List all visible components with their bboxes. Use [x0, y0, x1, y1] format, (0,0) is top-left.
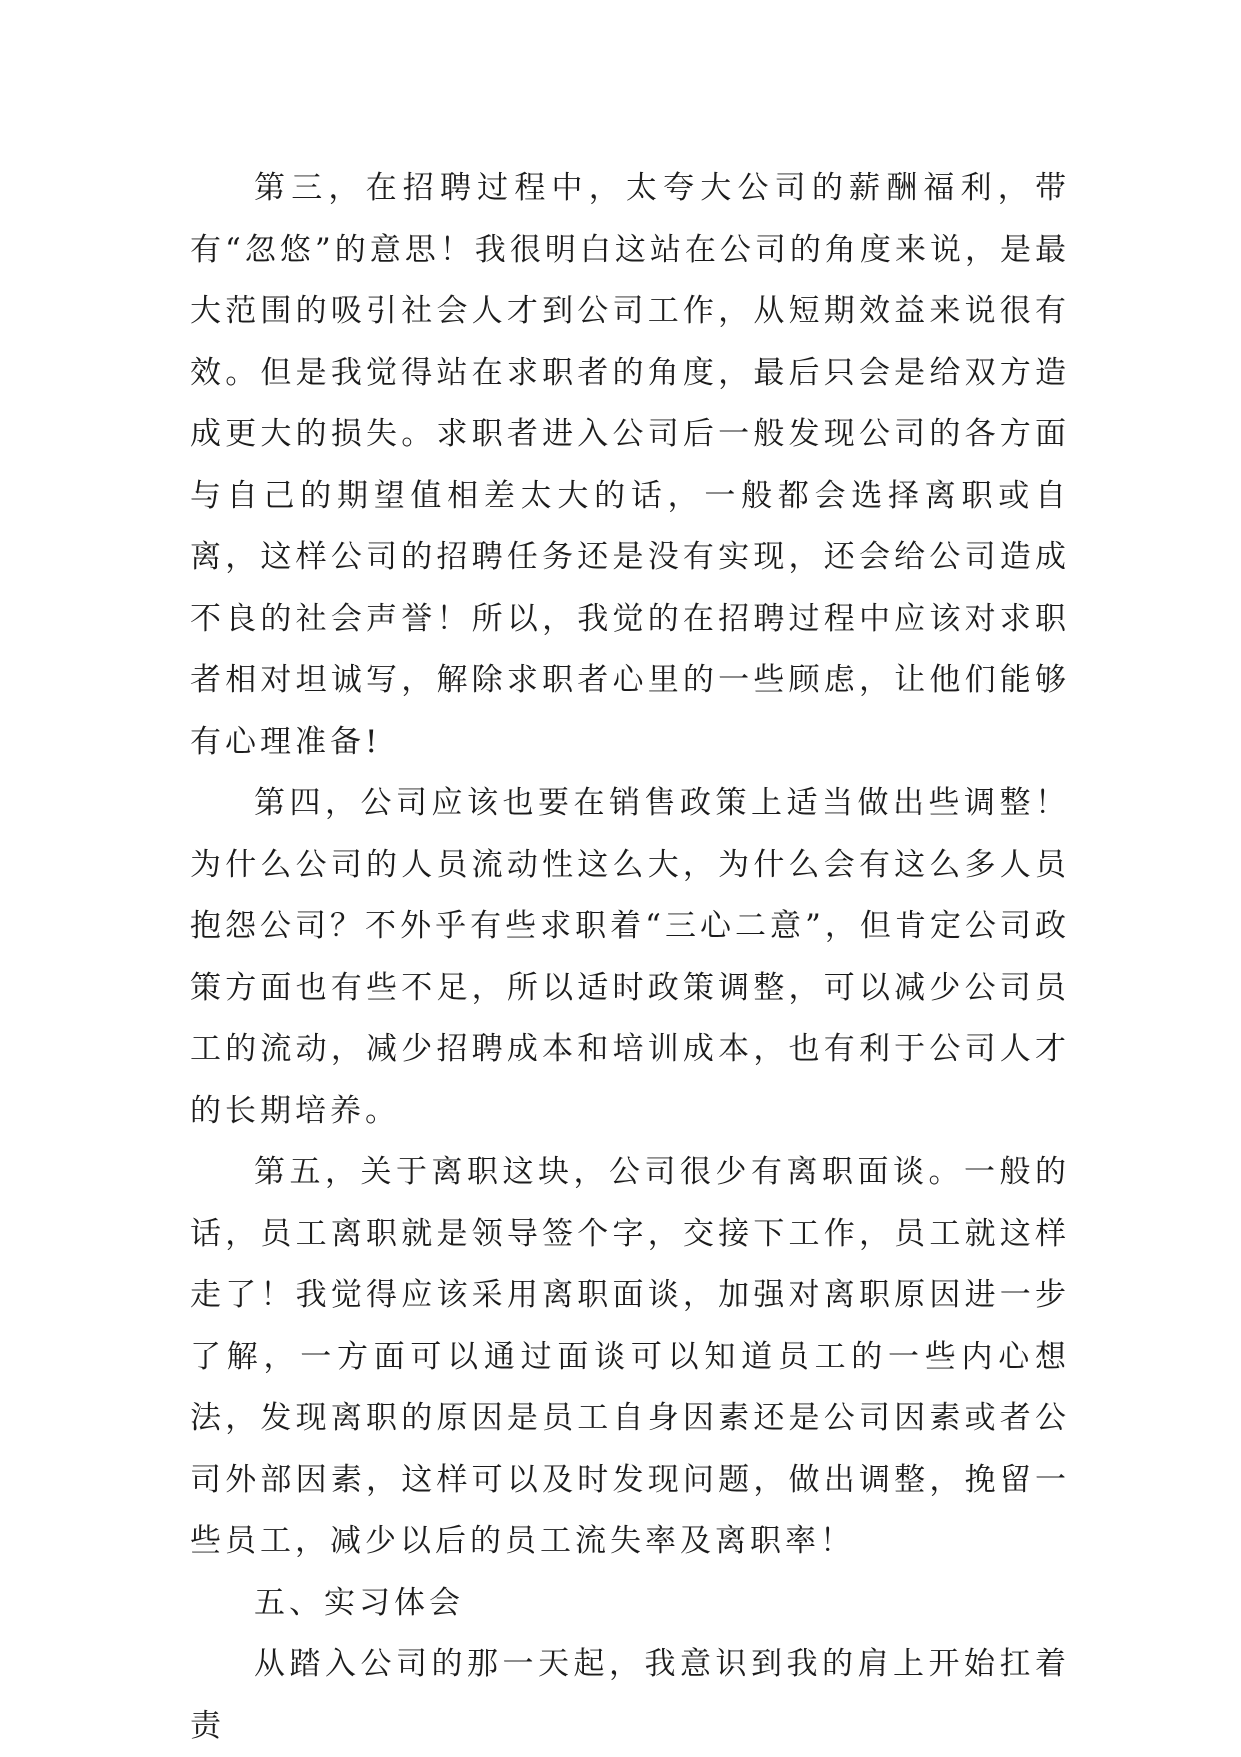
- section-heading: 五、实习体会: [254, 1584, 464, 1621]
- paragraph-internship-reflection: 从踏入公司的那一天起，我意识到我的肩上开始扛着责: [190, 1646, 1070, 1744]
- document-body: [190, 158, 1070, 1757]
- paragraph-exit-interview: 第五，关于离职这块，公司很少有离职面谈。一般的话，员工离职就是领导签个字，交接下工作，员工就这样走了！我觉得应该采用离职面谈，加强对离职原因进一步了解，一方面可以通过面谈可以知道员工的一些内心想法，发现离职的原因是员工自身因素还是公司因素或者公司外部因素，这样可以及时发现问题，做出调整，挽留一些员工，减少以后的员工流失率及离职率！: [190, 1154, 1070, 1559]
- paragraph-sales-policy: 第四，公司应该也要在销售政策上适当做出些调整！为什么公司的人员流动性这么大，为什么会有这么多人员抱怨公司？不外乎有些求职着“三心二意”，但肯定公司政策方面也有些不足，所以适时政策调整，可以减少公司员工的流动，减少招聘成本和培训成本，也有利于公司人才的长期培养。: [190, 785, 1070, 1129]
- paragraph-recruitment: 第三，在招聘过程中，太夸大公司的薪酬福利，带有“忽悠”的意思！我很明白这站在公司的角度来说，是最大范围的吸引社会人才到公司工作，从短期效益来说很有效。但是我觉得站在求职者的角度，最后只会是给双方造成更大的损失。求职者进入公司后一般发现公司的各方面与自己的期望值相差太大的话，一般都会选择离职或自离，这样公司的招聘任务还是没有实现，还会给公司造成不良的社会声誉！所以，我觉的在招聘过程中应该对求职者相对坦诚写，解除求职者心里的一些顾虑，让他们能够有心理准备!: [190, 170, 1070, 760]
